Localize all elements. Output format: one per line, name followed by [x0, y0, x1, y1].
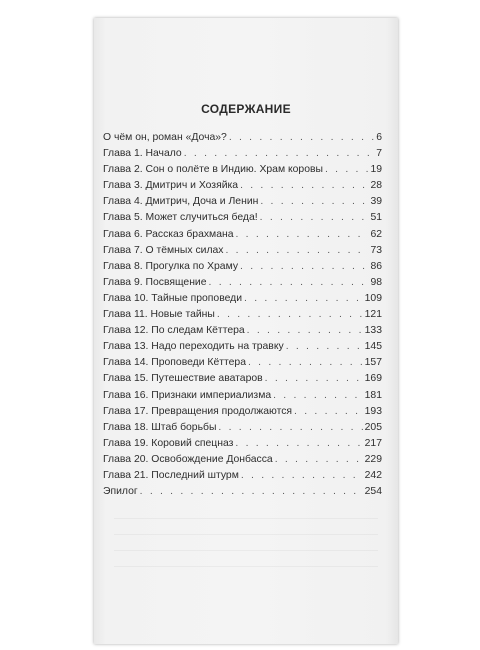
toc-leader-dots	[218, 422, 362, 433]
toc-entry-page: 73	[370, 244, 382, 256]
toc-entry-page: 51	[370, 212, 382, 224]
toc-entry	[103, 470, 382, 486]
toc-leader-dots	[325, 164, 368, 175]
toc-entry	[103, 325, 382, 341]
toc-entry	[103, 293, 382, 309]
toc-entry	[103, 390, 382, 406]
toc-entry-label: Глава 3. Дмитрич и Хозяйка	[103, 180, 239, 192]
toc-entry-page: 6	[376, 132, 382, 143]
toc-entry	[103, 309, 382, 325]
toc-entry-label: Глава 6. Рассказ брахмана	[103, 228, 234, 240]
toc-entry-page: 217	[364, 437, 382, 449]
toc-entry-label: Глава 16. Признаки империализма	[103, 389, 272, 401]
toc-entry	[103, 148, 382, 164]
toc-entry-page: 242	[364, 469, 382, 481]
toc-leader-dots	[275, 454, 363, 465]
toc-leader-dots	[240, 180, 368, 191]
toc-leader-dots	[241, 470, 363, 481]
toc-entry-label: Глава 7. О тёмных силах	[103, 244, 224, 256]
toc-entry-page: 121	[364, 309, 382, 321]
toc-entry	[103, 373, 382, 389]
toc-leader-dots	[236, 229, 369, 240]
toc-entry	[103, 180, 382, 196]
toc-leader-dots	[240, 261, 368, 272]
show-through-line	[114, 534, 378, 535]
toc-entry-label: Глава 20. Освобождение Донбасса	[103, 453, 273, 465]
toc-entry-page: 193	[364, 405, 382, 417]
toc-leader-dots	[184, 148, 375, 159]
toc-entry	[103, 245, 382, 261]
toc-entry-label: О чём он, роман «Доча»?	[103, 132, 227, 143]
toc-entry	[103, 422, 382, 438]
toc-entry-label: Глава 12. По следам Кёттера	[103, 325, 245, 337]
toc-entry-page: 169	[364, 373, 382, 385]
toc-entry-label: Глава 4. Дмитрич, Доча и Ленин	[103, 196, 259, 208]
toc-leader-dots	[260, 196, 368, 207]
toc-entry	[103, 261, 382, 277]
toc-entry	[103, 164, 382, 180]
toc-entry-page: 86	[370, 260, 382, 272]
toc-entry-page: 19	[370, 164, 382, 176]
toc-entry-page: 7	[376, 148, 382, 160]
show-through-line	[114, 566, 378, 567]
toc-entry	[103, 406, 382, 422]
toc-entry-page: 157	[364, 357, 382, 369]
toc-entry-page: 229	[364, 453, 382, 465]
toc-leader-dots	[244, 293, 363, 304]
toc-leader-dots	[294, 406, 363, 417]
toc-entry	[103, 277, 382, 293]
toc-leader-dots	[225, 245, 368, 256]
toc-entry	[103, 212, 382, 228]
toc-entry-label: Глава 19. Коровий спецназ	[103, 437, 234, 449]
page-title: СОДЕРЖАНИЕ	[201, 102, 291, 116]
toc-entry-label: Глава 2. Сон о полёте в Индию. Храм коровы	[103, 164, 323, 176]
toc-entry	[103, 454, 382, 470]
book-page	[94, 18, 398, 644]
toc-leader-dots	[209, 277, 369, 288]
toc-leader-dots	[229, 132, 374, 143]
toc-entry	[103, 341, 382, 357]
toc-entry-label: Глава 13. Надо переходить на травку	[103, 341, 284, 353]
toc-entry	[103, 486, 382, 502]
toc-entry-page: 254	[364, 486, 382, 498]
show-through-line	[114, 550, 378, 551]
toc-entry-label: Глава 15. Путешествие аватаров	[103, 373, 263, 385]
toc-entry-label: Глава 10. Тайные проповеди	[103, 292, 243, 304]
toc-entry-label: Глава 8. Прогулка по Храму	[103, 260, 239, 272]
toc-entry-label: Глава 11. Новые тайны	[103, 309, 215, 321]
toc-entry-page: 28	[370, 180, 382, 192]
toc-entry-page: 133	[364, 325, 382, 337]
toc-entry-page: 205	[364, 421, 382, 433]
toc-leader-dots	[273, 390, 363, 401]
toc-entry-label: Глава 21. Последний штурм	[103, 469, 239, 481]
toc-entry	[103, 357, 382, 373]
toc-leader-dots	[286, 341, 363, 352]
show-through-line	[114, 518, 378, 519]
toc-entry-page: 98	[370, 276, 382, 288]
toc-leader-dots	[235, 438, 362, 449]
toc-leader-dots	[248, 357, 363, 368]
toc-entry-label: Глава 5. Может случиться беда!	[103, 212, 258, 224]
toc-entry-label: Глава 17. Превращения продолжаются	[103, 405, 293, 417]
toc-leader-dots	[140, 486, 363, 497]
toc-leader-dots	[260, 212, 369, 223]
toc-entry-page: 145	[364, 341, 382, 353]
toc-entry	[103, 196, 382, 212]
toc-leader-dots	[217, 309, 363, 320]
toc-entry-label: Эпилог	[103, 486, 138, 498]
toc-entry-label: Глава 14. Проповеди Кёттера	[103, 357, 246, 369]
toc-entry	[103, 132, 382, 148]
toc-entry-label: Глава 18. Штаб борьбы	[103, 421, 217, 433]
toc-entry-page: 109	[364, 292, 382, 304]
table-of-contents	[103, 132, 382, 502]
toc-entry-label: Глава 1. Начало	[103, 148, 182, 160]
toc-entry-page: 62	[370, 228, 382, 240]
toc-entry	[103, 438, 382, 454]
toc-leader-dots	[247, 325, 363, 336]
toc-entry-page: 181	[364, 389, 382, 401]
toc-leader-dots	[265, 373, 363, 384]
toc-entry-page: 39	[370, 196, 382, 208]
toc-entry	[103, 229, 382, 245]
toc-entry-label: Глава 9. Посвящение	[103, 276, 207, 288]
